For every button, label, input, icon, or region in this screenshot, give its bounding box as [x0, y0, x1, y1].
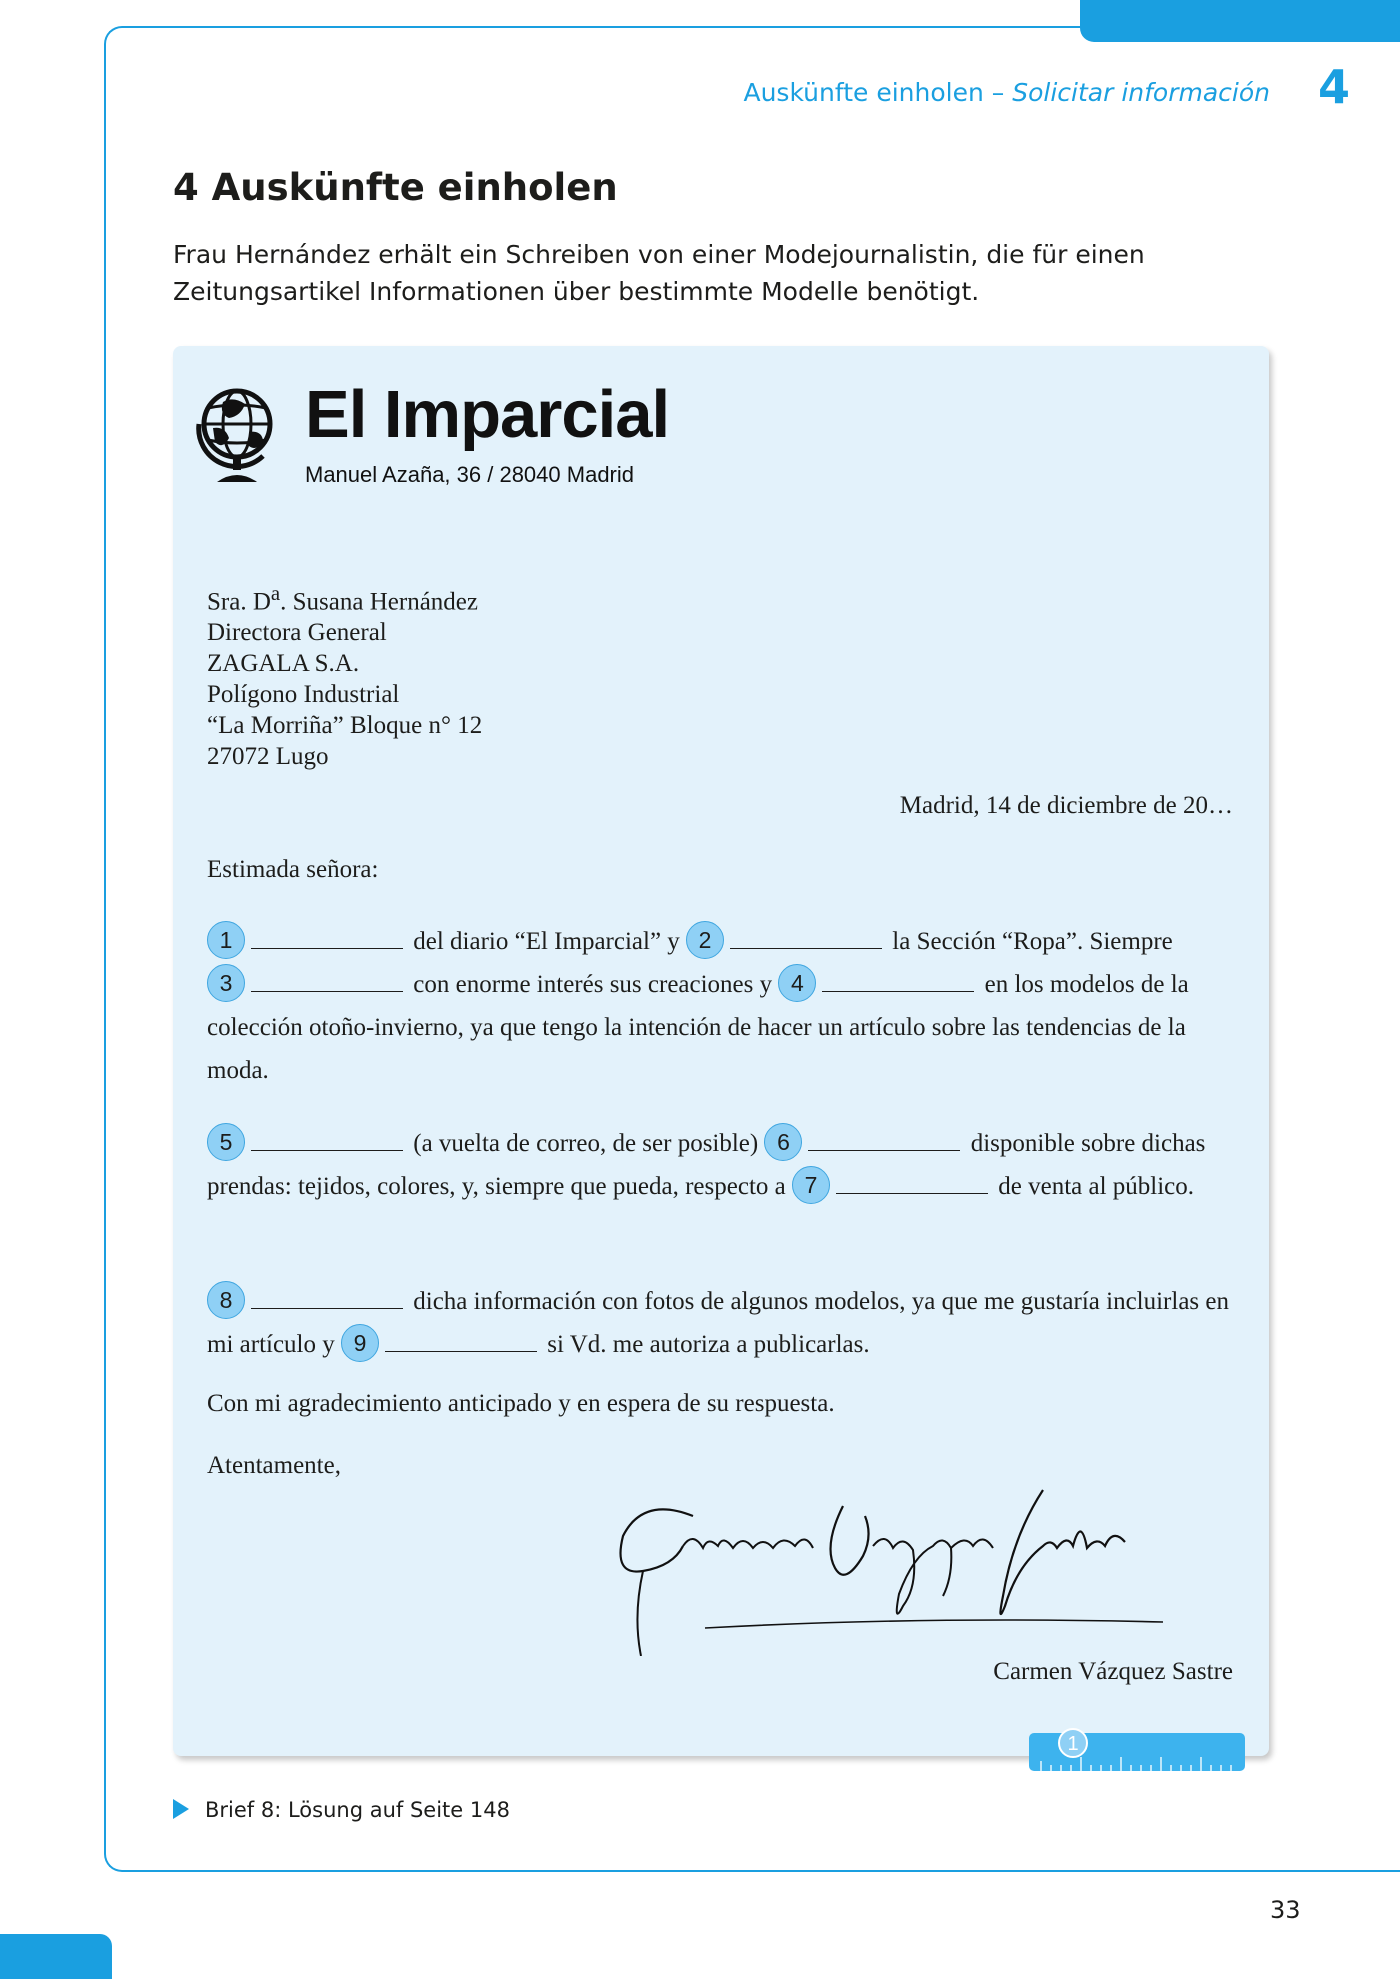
recipient-line-5: “La Morriña” Bloque n° 12 [207, 712, 483, 740]
running-head-spanish: Solicitar información [1012, 78, 1270, 107]
triangle-arrow-icon [173, 1799, 189, 1819]
recipient-line-4: Polígono Industrial [207, 681, 400, 709]
blank-number-2: 2 [686, 921, 724, 959]
fill-blank-5[interactable] [251, 1126, 403, 1151]
solution-text: Brief 8: Lösung auf Seite 148 [205, 1798, 510, 1822]
fill-blank-1[interactable] [251, 924, 403, 949]
closing-line: Con mi agradecimiento anticipado y en espera de su respuesta. [207, 1390, 835, 1417]
regards: Atentamente, [207, 1452, 341, 1479]
fill-blank-2[interactable] [730, 924, 882, 949]
difficulty-ruler-icon [1029, 1727, 1245, 1771]
paragraph-1: 1 del diario “El Imparcial” y 2 la Sección “Ropa”. Siempre 3 con enorme interés sus creaciones y 4 en los modelos de la colección otoño-invierno, ya que tengo la intención de hacer un artículo sobre las tendencias de la moda. [207, 920, 1237, 1092]
handwritten-signature [573, 1476, 1233, 1656]
sender-name: Carmen Vázquez Sastre [993, 1658, 1233, 1685]
salutation: Estimada señora: [207, 856, 379, 883]
newspaper-logo-name: El Imparcial [305, 377, 670, 452]
paragraph-3: 8 dicha información con fotos de algunos modelos, ya que me gustaría incluirlas en mi artículo y 9 si Vd. me autoriza a publicarlas. [207, 1280, 1237, 1366]
recipient-line-2: Directora General [207, 619, 387, 647]
fill-blank-6[interactable] [808, 1126, 960, 1151]
recipient-address [207, 578, 482, 772]
blank-number-9: 9 [341, 1324, 379, 1362]
blank-number-8: 8 [207, 1281, 245, 1319]
blank-number-5: 5 [207, 1123, 245, 1161]
paragraph-2: 5 (a vuelta de correo, de ser posible) 6 disponible sobre dichas prendas: tejidos, colores, y, siempre que pueda, respecto a 7 de venta al público. [207, 1122, 1237, 1208]
fill-blank-7[interactable] [836, 1169, 988, 1194]
running-head [743, 78, 1270, 107]
fill-blank-8[interactable] [251, 1284, 403, 1309]
fill-blank-9[interactable] [385, 1327, 537, 1352]
newspaper-address: Manuel Azaña, 36 / 28040 Madrid [305, 462, 635, 487]
bottom-color-tab [0, 1934, 112, 1979]
running-head-german: Auskünfte einholen [743, 78, 984, 107]
page-number: 33 [1270, 1896, 1301, 1924]
difficulty-level: 1 [1067, 1733, 1079, 1755]
chapter-number: 4 [1318, 60, 1351, 114]
recipient-line-6: 27072 Lugo [207, 743, 329, 771]
recipient-line-1: Sra. $D^a$. Susana Hernández [207, 581, 478, 616]
blank-number-7: 7 [792, 1166, 830, 1204]
blank-number-4: 4 [778, 964, 816, 1002]
running-head-separator: – [983, 78, 1013, 107]
recipient-line-3: ZAGALA S.A. [207, 650, 360, 678]
intro-text: Frau Hernández erhält ein Schreiben von einer Modejournalistin, die für einen Zeitungsartikel Informationen über bestimmte Modelle benötigt. [173, 240, 1145, 306]
solution-reference [173, 1798, 510, 1822]
blank-number-3: 3 [207, 964, 245, 1002]
letter-panel [173, 346, 1269, 1756]
fill-blank-4[interactable] [822, 967, 974, 992]
fill-blank-3[interactable] [251, 967, 403, 992]
letter-date: Madrid, 14 de diciembre de 20… [899, 792, 1233, 819]
blank-number-6: 6 [764, 1123, 802, 1161]
section-title: 4 Auskünfte einholen [173, 166, 618, 209]
blank-number-1: 1 [207, 921, 245, 959]
globe-icon [193, 382, 277, 486]
